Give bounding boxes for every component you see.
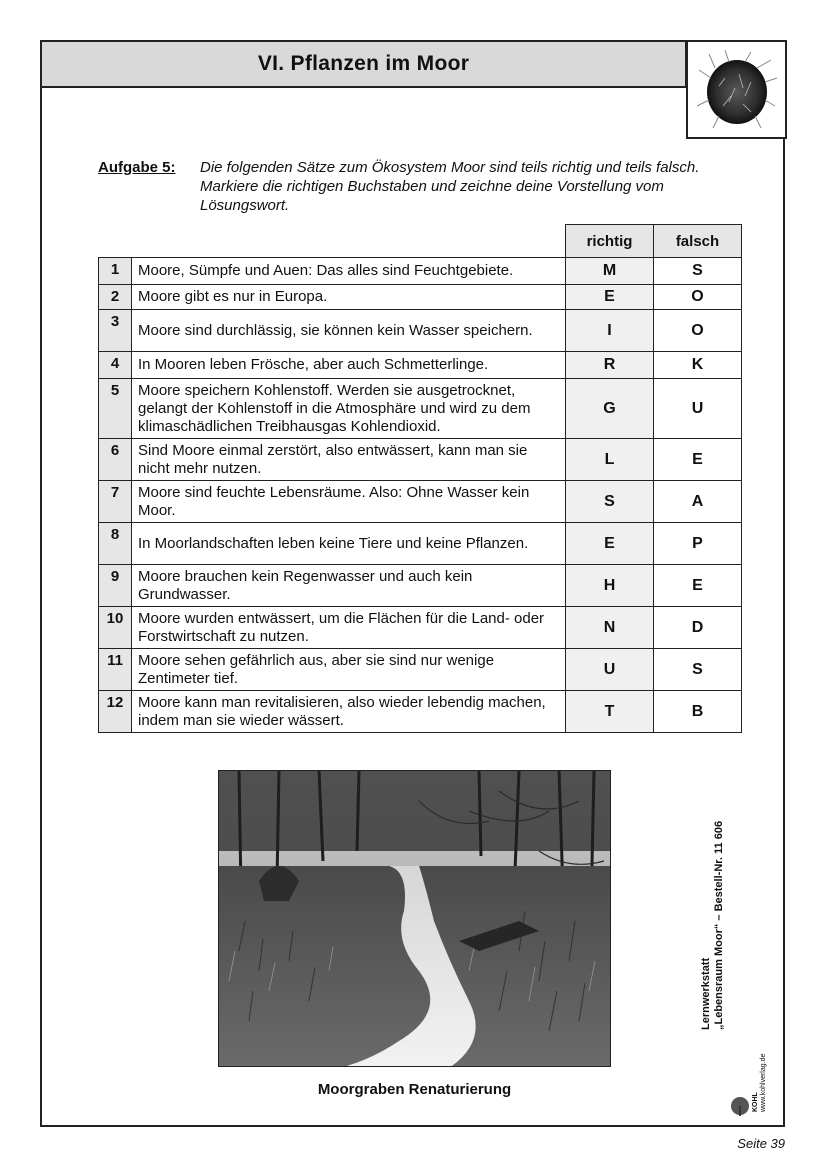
row-falsch-letter: S xyxy=(654,258,742,285)
header-richtig: richtig xyxy=(566,225,654,258)
table-row xyxy=(99,649,742,691)
row-falsch-letter: S xyxy=(654,649,742,691)
table-row xyxy=(99,379,742,439)
table-row xyxy=(99,565,742,607)
row-number: 9 xyxy=(99,565,132,607)
row-richtig-letter: M xyxy=(566,258,654,285)
table-row xyxy=(99,258,742,285)
row-falsch-letter: O xyxy=(654,310,742,352)
row-number: 8 xyxy=(99,523,132,565)
row-number: 10 xyxy=(99,607,132,649)
table-row xyxy=(99,352,742,379)
table-header-row xyxy=(99,225,742,258)
row-number: 1 xyxy=(99,258,132,285)
row-statement: Moore, Sümpfe und Auen: Das alles sind Feuchtgebiete. xyxy=(132,258,566,285)
row-statement: In Moorlandschaften leben keine Tiere und keine Pflanzen. xyxy=(132,523,566,565)
table-row xyxy=(99,439,742,481)
row-richtig-letter: G xyxy=(566,379,654,439)
row-number: 5 xyxy=(99,379,132,439)
publisher-name: KOHL xyxy=(752,1092,759,1112)
row-richtig-letter: N xyxy=(566,607,654,649)
row-statement: Moore sind durchlässig, sie können kein Wasser speichern. xyxy=(132,310,566,352)
row-statement: Moore gibt es nur in Europa. xyxy=(132,285,566,310)
publisher-url: www.kohlverlag.de xyxy=(760,1053,767,1112)
row-falsch-letter: P xyxy=(654,523,742,565)
row-number: 4 xyxy=(99,352,132,379)
row-falsch-letter: B xyxy=(654,691,742,733)
row-number: 11 xyxy=(99,649,132,691)
row-statement: In Mooren leben Frösche, aber auch Schmetterlinge. xyxy=(132,352,566,379)
moor-ditch-image xyxy=(219,771,611,1067)
table-row xyxy=(99,310,742,352)
publisher-logo xyxy=(728,1050,784,1120)
row-statement: Sind Moore einmal zerstört, also entwässert, kann man sie nicht mehr nutzen. xyxy=(132,439,566,481)
row-falsch-letter: E xyxy=(654,439,742,481)
row-statement: Moore kann man revitalisieren, also wieder lebendig machen, indem man sie wieder wässert. xyxy=(132,691,566,733)
row-richtig-letter: L xyxy=(566,439,654,481)
table-row xyxy=(99,691,742,733)
row-statement: Moore sind feuchte Lebensräume. Also: Ohne Wasser kein Moor. xyxy=(132,481,566,523)
row-falsch-letter: U xyxy=(654,379,742,439)
page-title: VI. Pflanzen im Moor xyxy=(257,52,470,75)
task-colon: : xyxy=(170,159,176,176)
task-label: Aufgabe 5 xyxy=(98,159,171,176)
header-blank-num xyxy=(99,225,132,258)
moss-clump-image xyxy=(695,48,779,132)
photo-caption: Moorgraben Renaturierung xyxy=(317,1081,512,1098)
header-blank-statement xyxy=(132,225,566,258)
row-falsch-letter: D xyxy=(654,607,742,649)
row-richtig-letter: U xyxy=(566,649,654,691)
header-falsch: falsch xyxy=(654,225,742,258)
moss-thumbnail xyxy=(686,40,787,139)
row-number: 3 xyxy=(99,310,132,352)
table-row xyxy=(99,607,742,649)
page-number: Seite 39 xyxy=(737,1136,785,1151)
row-statement: Moore brauchen kein Regenwasser und auch kein Grundwasser. xyxy=(132,565,566,607)
table-row xyxy=(99,285,742,310)
row-statement: Moore speichern Kohlenstoff. Werden sie ausgetrocknet, gelangt der Kohlenstoff in die Atmosphäre und wird zu dem klimaschädlichen Treibhausgas Kohlendioxid. xyxy=(132,379,566,439)
table-row xyxy=(99,481,742,523)
credit-line2: „Lebensraum Moor“ – Bestell-Nr. 11 606 xyxy=(713,820,725,1030)
row-richtig-letter: E xyxy=(566,523,654,565)
row-falsch-letter: A xyxy=(654,481,742,523)
table-row xyxy=(99,523,742,565)
task-text: Die folgenden Sätze zum Ökosystem Moor sind teils richtig und teils falsch. Markiere die richtigen Buchstaben und zeichne deine Vorstellung vom Lösungswort. xyxy=(200,159,700,214)
row-richtig-letter: T xyxy=(566,691,654,733)
row-richtig-letter: E xyxy=(566,285,654,310)
row-richtig-letter: R xyxy=(566,352,654,379)
row-number: 12 xyxy=(99,691,132,733)
row-richtig-letter: H xyxy=(566,565,654,607)
row-number: 6 xyxy=(99,439,132,481)
row-richtig-letter: I xyxy=(566,310,654,352)
task-label-wrap xyxy=(98,158,200,215)
row-falsch-letter: O xyxy=(654,285,742,310)
row-falsch-letter: E xyxy=(654,565,742,607)
row-richtig-letter: S xyxy=(566,481,654,523)
task-instructions xyxy=(98,158,738,215)
row-statement: Moore wurden entwässert, um die Flächen für die Land- oder Forstwirtschaft zu nutzen. xyxy=(132,607,566,649)
credit-line1: Lernwerkstatt xyxy=(700,957,712,1030)
row-statement: Moore sehen gefährlich aus, aber sie sind nur wenige Zentimeter tief. xyxy=(132,649,566,691)
row-number: 7 xyxy=(99,481,132,523)
quiz-table-body xyxy=(99,258,742,733)
side-credit xyxy=(700,810,726,1030)
moor-photo xyxy=(218,770,611,1067)
quiz-table xyxy=(98,224,742,733)
title-bar xyxy=(40,40,687,88)
row-falsch-letter: K xyxy=(654,352,742,379)
row-number: 2 xyxy=(99,285,132,310)
